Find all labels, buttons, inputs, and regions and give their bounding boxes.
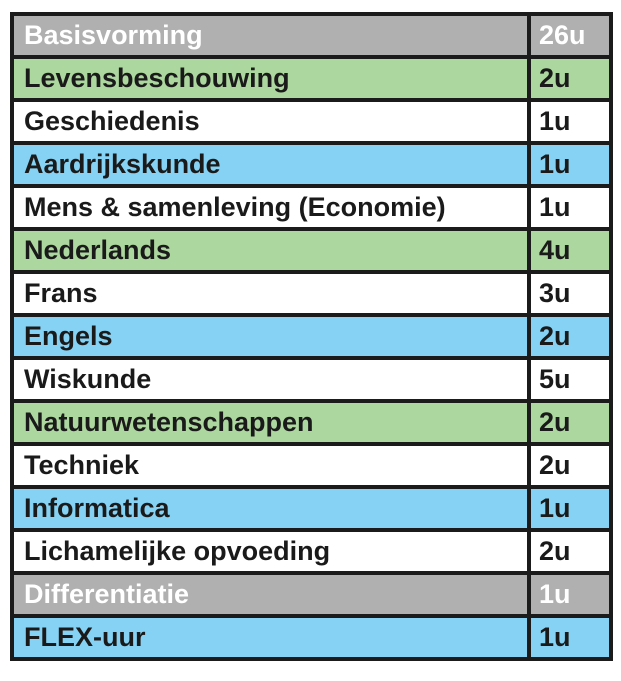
table-row [12, 14, 611, 57]
curriculum-table-body [12, 14, 611, 659]
subject-cell: FLEX-uur [12, 616, 529, 659]
hours-cell: 3u [529, 272, 611, 315]
hours-cell: 2u [529, 401, 611, 444]
hours-cell: 4u [529, 229, 611, 272]
subject-cell: Levensbeschouwing [12, 57, 529, 100]
table-row [12, 444, 611, 487]
subject-cell: Techniek [12, 444, 529, 487]
subject-cell: Wiskunde [12, 358, 529, 401]
hours-cell: 1u [529, 487, 611, 530]
subject-cell: Frans [12, 272, 529, 315]
table-row [12, 100, 611, 143]
hours-cell: 2u [529, 57, 611, 100]
table-row [12, 616, 611, 659]
table-row [12, 272, 611, 315]
subject-cell: Geschiedenis [12, 100, 529, 143]
table-row [12, 57, 611, 100]
subject-cell: Engels [12, 315, 529, 358]
hours-cell: 26u [529, 14, 611, 57]
hours-cell: 1u [529, 186, 611, 229]
hours-cell: 5u [529, 358, 611, 401]
table-row [12, 143, 611, 186]
subject-cell: Mens & samenleving (Economie) [12, 186, 529, 229]
hours-cell: 2u [529, 315, 611, 358]
table-row [12, 530, 611, 573]
table-row [12, 229, 611, 272]
subject-cell: Informatica [12, 487, 529, 530]
hours-cell: 1u [529, 100, 611, 143]
table-row [12, 487, 611, 530]
table-row [12, 315, 611, 358]
hours-cell: 1u [529, 616, 611, 659]
subject-cell: Basisvorming [12, 14, 529, 57]
table-row [12, 358, 611, 401]
subject-cell: Natuurwetenschappen [12, 401, 529, 444]
table-row [12, 186, 611, 229]
subject-cell: Differentiatie [12, 573, 529, 616]
subject-cell: Aardrijkskunde [12, 143, 529, 186]
curriculum-table [10, 12, 613, 661]
subject-cell: Nederlands [12, 229, 529, 272]
table-row [12, 401, 611, 444]
hours-cell: 2u [529, 444, 611, 487]
hours-cell: 1u [529, 573, 611, 616]
table-row [12, 573, 611, 616]
hours-cell: 1u [529, 143, 611, 186]
subject-cell: Lichamelijke opvoeding [12, 530, 529, 573]
hours-cell: 2u [529, 530, 611, 573]
